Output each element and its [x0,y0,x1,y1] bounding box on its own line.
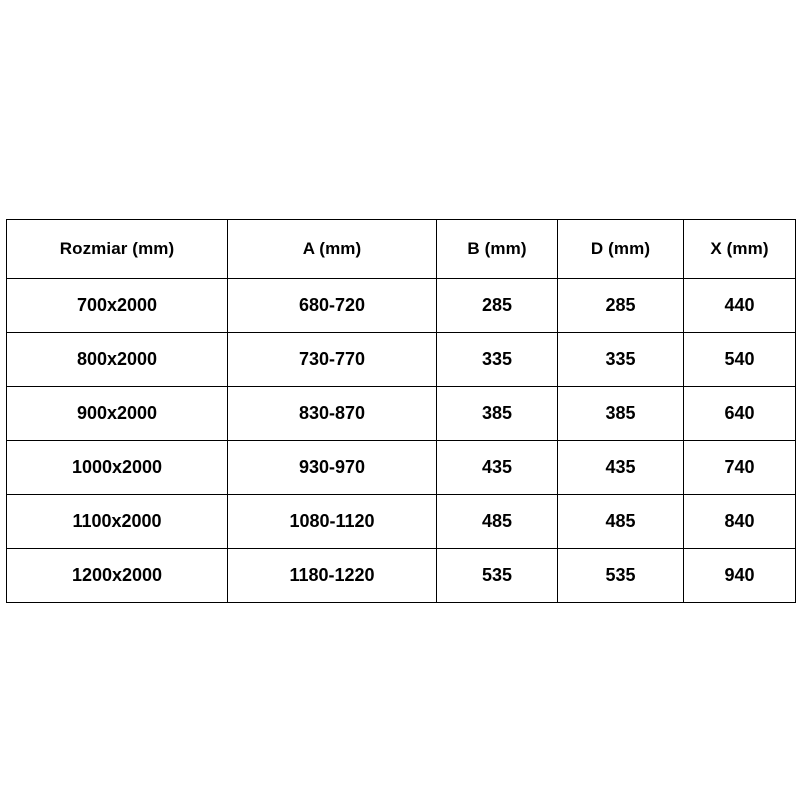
table-row [7,441,796,495]
cell-rozmiar: 900x2000 [7,387,228,441]
cell-rozmiar: 700x2000 [7,279,228,333]
cell-a: 680-720 [228,279,437,333]
cell-d: 385 [558,387,684,441]
cell-a: 830-870 [228,387,437,441]
spec-table-container [6,219,795,603]
column-header-d: D (mm) [558,220,684,279]
cell-b: 485 [437,495,558,549]
cell-a: 1180-1220 [228,549,437,603]
column-header-rozmiar: Rozmiar (mm) [7,220,228,279]
cell-b: 535 [437,549,558,603]
cell-d: 285 [558,279,684,333]
table-row [7,549,796,603]
table-row [7,387,796,441]
cell-b: 435 [437,441,558,495]
cell-d: 435 [558,441,684,495]
table-header [7,220,796,279]
cell-rozmiar: 1100x2000 [7,495,228,549]
cell-d: 485 [558,495,684,549]
cell-a: 930-970 [228,441,437,495]
cell-b: 285 [437,279,558,333]
cell-b: 385 [437,387,558,441]
column-header-x: X (mm) [684,220,796,279]
cell-x: 840 [684,495,796,549]
cell-x: 540 [684,333,796,387]
table-row [7,279,796,333]
cell-x: 640 [684,387,796,441]
column-header-b: B (mm) [437,220,558,279]
cell-rozmiar: 800x2000 [7,333,228,387]
cell-a: 730-770 [228,333,437,387]
cell-rozmiar: 1200x2000 [7,549,228,603]
table-body [7,279,796,603]
size-specification-table [6,219,796,603]
cell-rozmiar: 1000x2000 [7,441,228,495]
cell-d: 335 [558,333,684,387]
cell-x: 440 [684,279,796,333]
cell-b: 335 [437,333,558,387]
cell-d: 535 [558,549,684,603]
table-row [7,333,796,387]
cell-x: 740 [684,441,796,495]
table-header-row [7,220,796,279]
cell-a: 1080-1120 [228,495,437,549]
column-header-a: A (mm) [228,220,437,279]
table-row [7,495,796,549]
cell-x: 940 [684,549,796,603]
